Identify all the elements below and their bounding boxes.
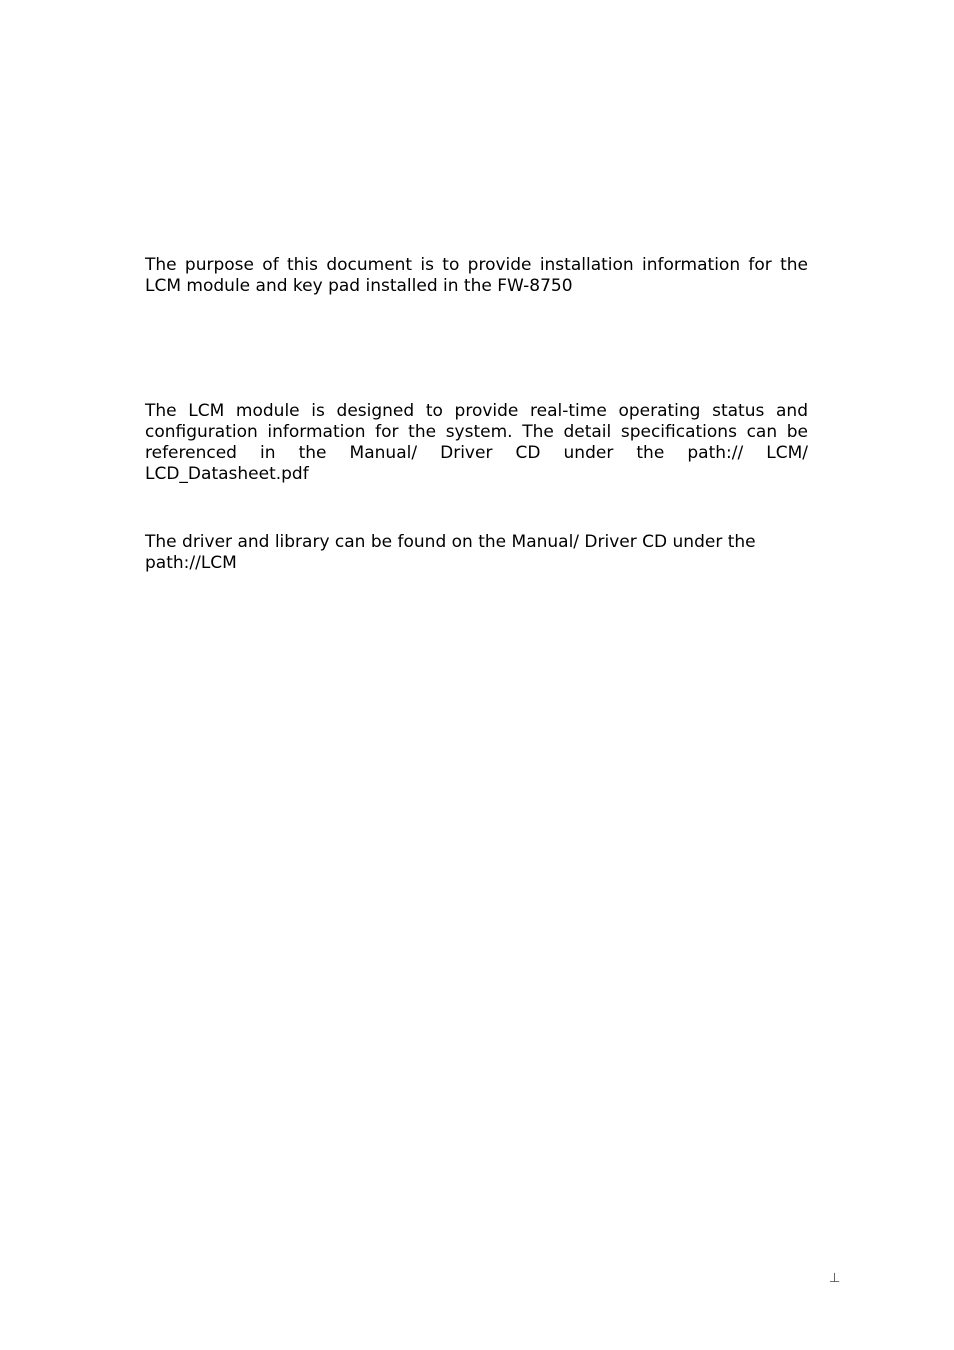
page-footer-mark: ⊥ xyxy=(829,1271,841,1286)
lcm-description-paragraph: The LCM module is designed to provide real-time operating status and configuration information for the system. The detail specifications can be referenced in the Manual/ Driver CD under the path:// LCM/ LCD_Datasheet.pdf xyxy=(145,401,808,484)
purpose-paragraph: The purpose of this document is to provide installation information for the LCM module and key pad installed in the FW-8750 xyxy=(145,255,808,296)
driver-location-paragraph: The driver and library can be found on the Manual/ Driver CD under the path://LCM xyxy=(145,532,756,573)
